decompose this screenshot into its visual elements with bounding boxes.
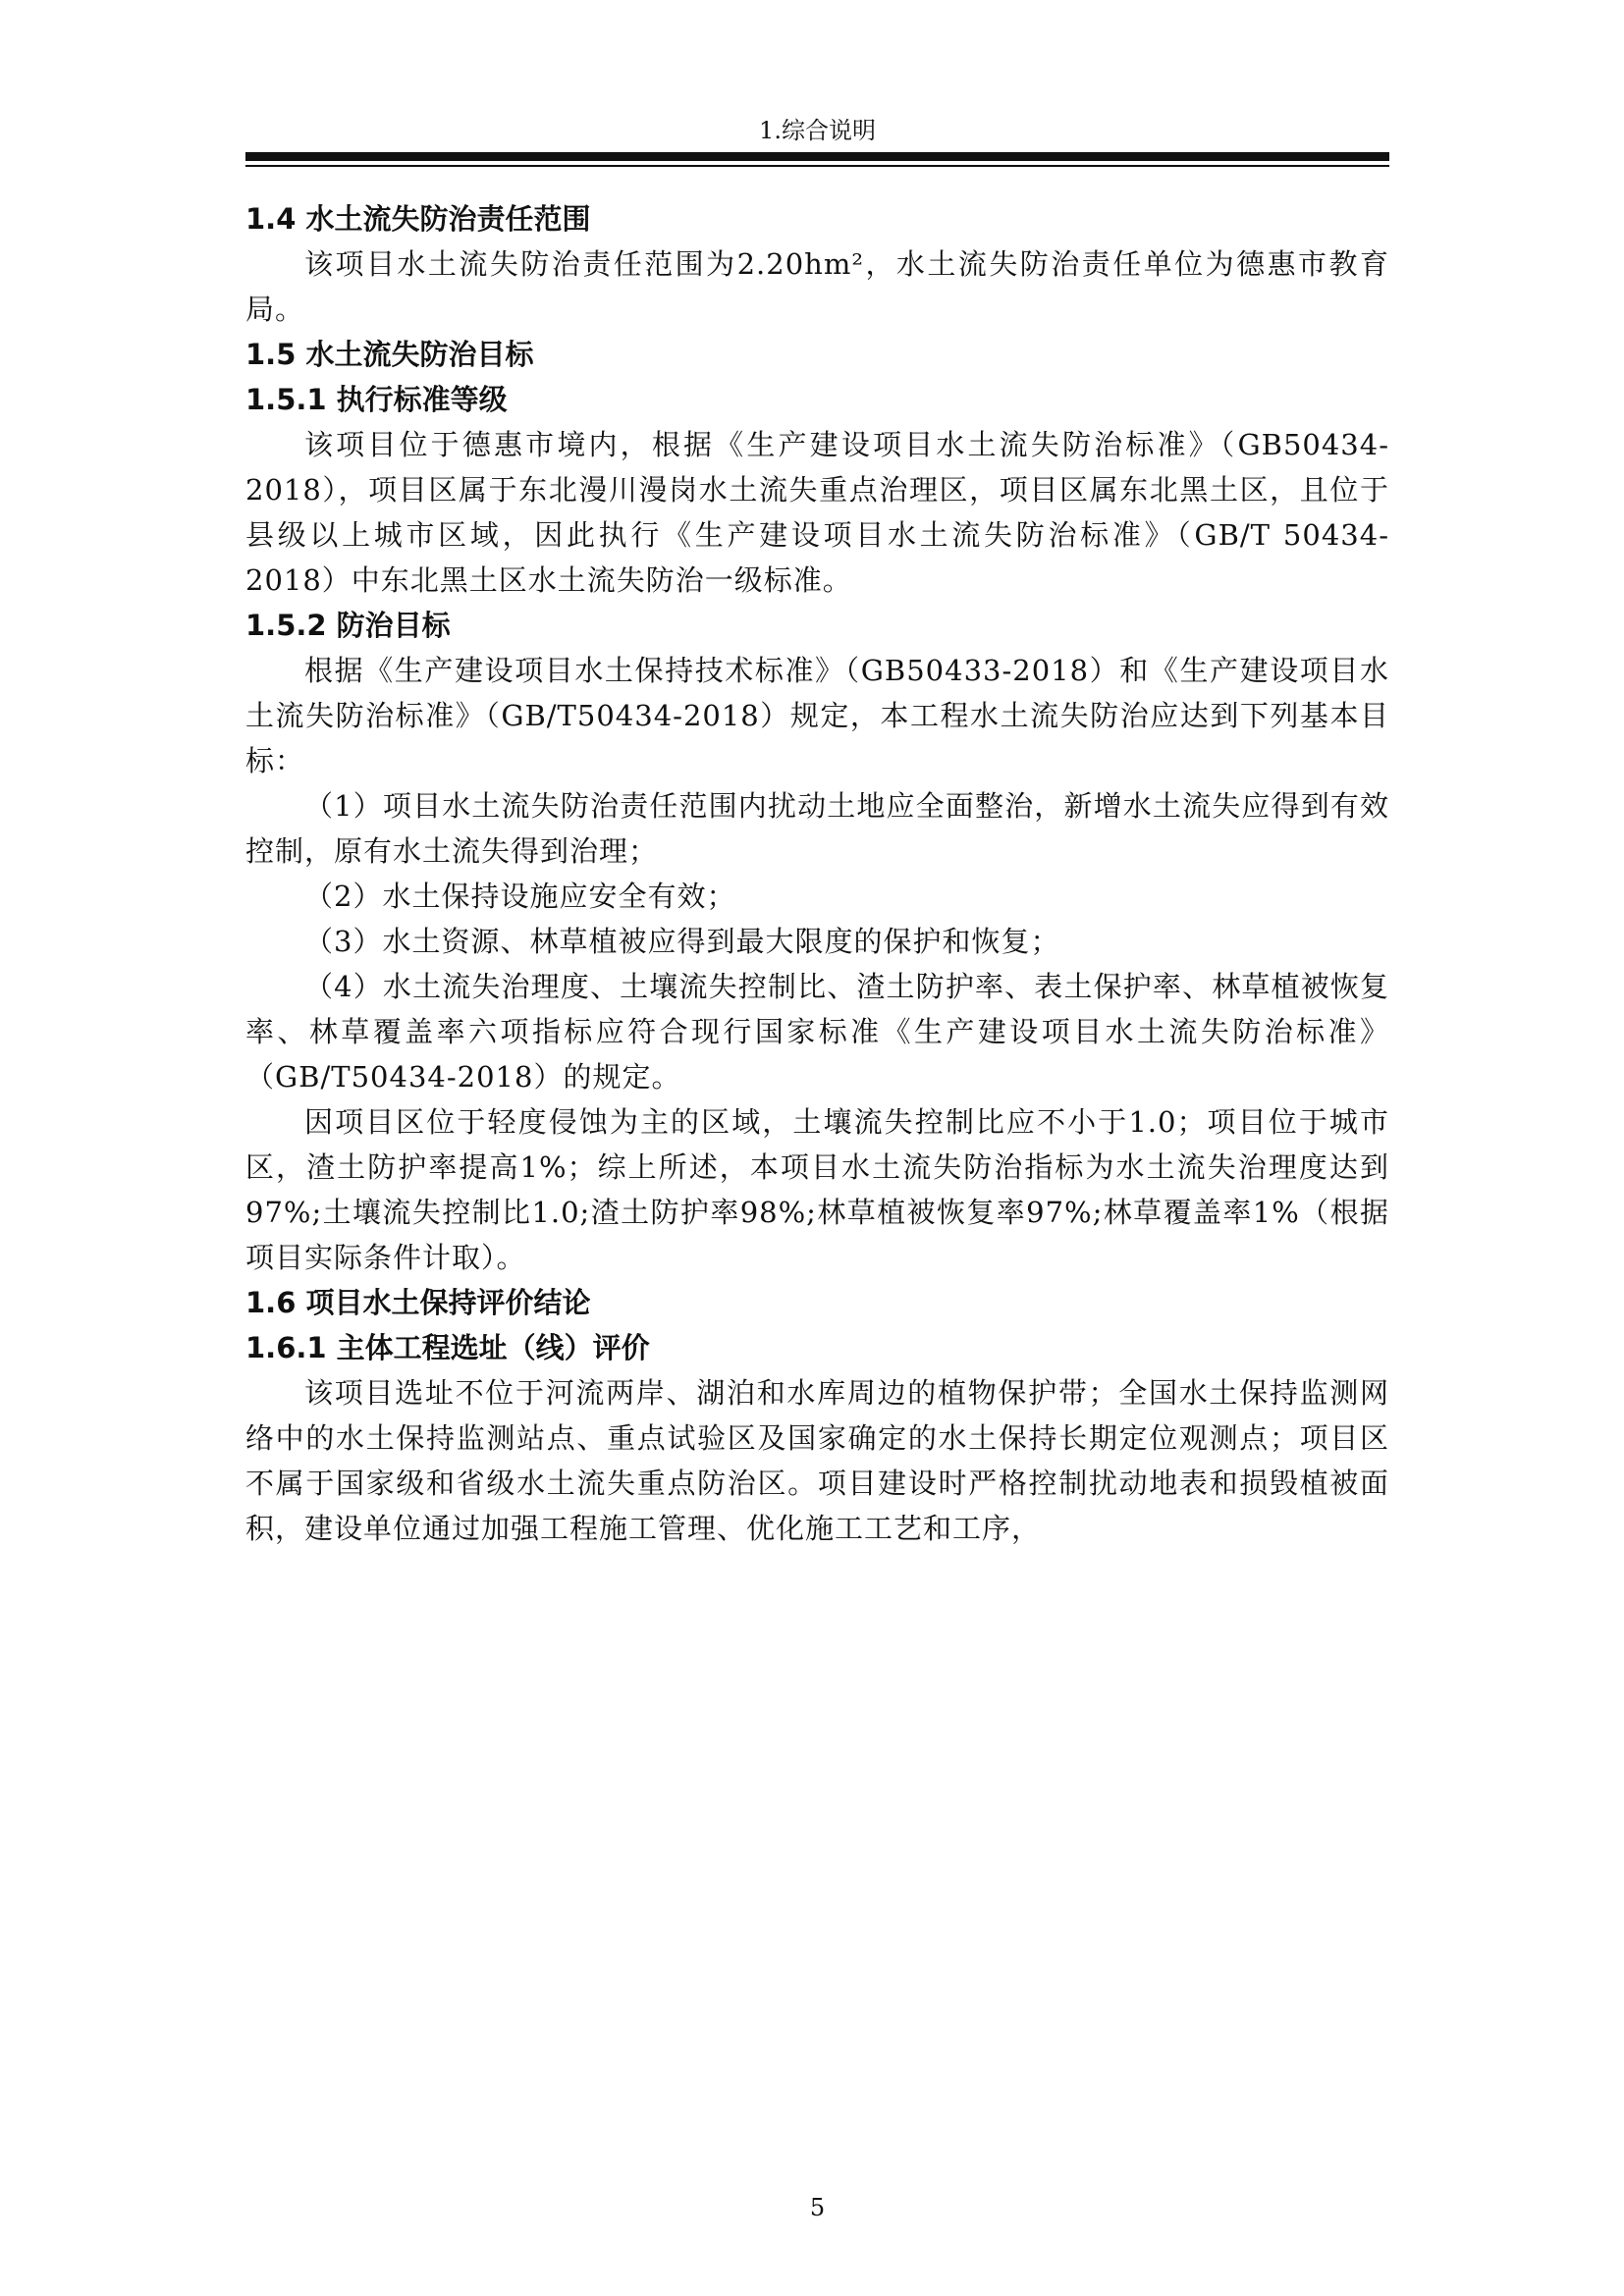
section-heading-1-5-2: 1.5.2 防治目标 [245, 609, 451, 642]
paragraph-target-3: （3）水土资源、林草植被应得到最大限度的保护和恢复； [304, 925, 1060, 958]
section-heading-1-4: 1.4 水土流失防治责任范围 [245, 202, 591, 236]
running-header: 1.综合说明 [759, 117, 876, 144]
section-heading-1-5: 1.5 水土流失防治目标 [245, 338, 534, 371]
header-rule-thin [245, 165, 1389, 167]
paragraph-indicators: 因项目区位于轻度侵蚀为主的区域，土壤流失控制比应不小于1.0；项目位于城市区，渣土防护率提高1%；综上所述，本项目水土流失防治指标为水土流失治理度达到97%;土壤流失控制比1.0;渣土防护率98%;林草植被恢复率97%;林草覆盖率1%（根据项目实际条件计取）。 [245, 1105, 1389, 1274]
paragraph-standard-level: 该项目位于德惠市境内，根据《生产建设项目水土流失防治标准》（GB50434-2018），项目区属于东北漫川漫岗水土流失重点治理区，项目区属东北黑土区，且位于县级以上城市区域，因此执行《生产建设项目水土流失防治标准》（GB/T 50434-2018）中东北黑土区水土流失防治一级标准。 [245, 428, 1389, 597]
document-body [245, 196, 1389, 1551]
paragraph-responsibility-scope: 该项目水土流失防治责任范围为2.20hm²，水土流失防治责任单位为德惠市教育局。 [245, 247, 1389, 326]
paragraph-targets-intro: 根据《生产建设项目水土保持技术标准》（GB50433-2018）和《生产建设项目水土流失防治标准》（GB/T50434-2018）规定，本工程水土流失防治应达到下列基本目标： [245, 654, 1389, 777]
paragraph-target-4: （4）水土流失治理度、土壤流失控制比、渣土防护率、表土保护率、林草植被恢复率、林草覆盖率六项指标应符合现行国家标准《生产建设项目水土流失防治标准》（GB/T50434-2018）的规定。 [245, 970, 1389, 1094]
section-heading-1-6: 1.6 项目水土保持评价结论 [245, 1286, 591, 1319]
header-rule-thick [245, 152, 1389, 161]
paragraph-target-2: （2）水土保持设施应安全有效； [304, 880, 736, 913]
section-heading-1-6-1: 1.6.1 主体工程选址（线）评价 [245, 1331, 650, 1364]
page-number: 5 [809, 2194, 826, 2221]
paragraph-site-evaluation: 该项目选址不位于河流两岸、湖泊和水库周边的植物保护带；全国水土保持监测网络中的水土保持监测站点、重点试验区及国家确定的水土保持长期定位观测点；项目区不属于国家级和省级水土流失重点防治区。项目建设时严格控制扰动地表和损毁植被面积，建设单位通过加强工程施工管理、优化施工工艺和工序， [245, 1376, 1389, 1545]
paragraph-target-1: （1）项目水土流失防治责任范围内扰动土地应全面整治，新增水土流失应得到有效控制，原有水土流失得到治理； [245, 789, 1389, 868]
section-heading-1-5-1: 1.5.1 执行标准等级 [245, 383, 508, 416]
